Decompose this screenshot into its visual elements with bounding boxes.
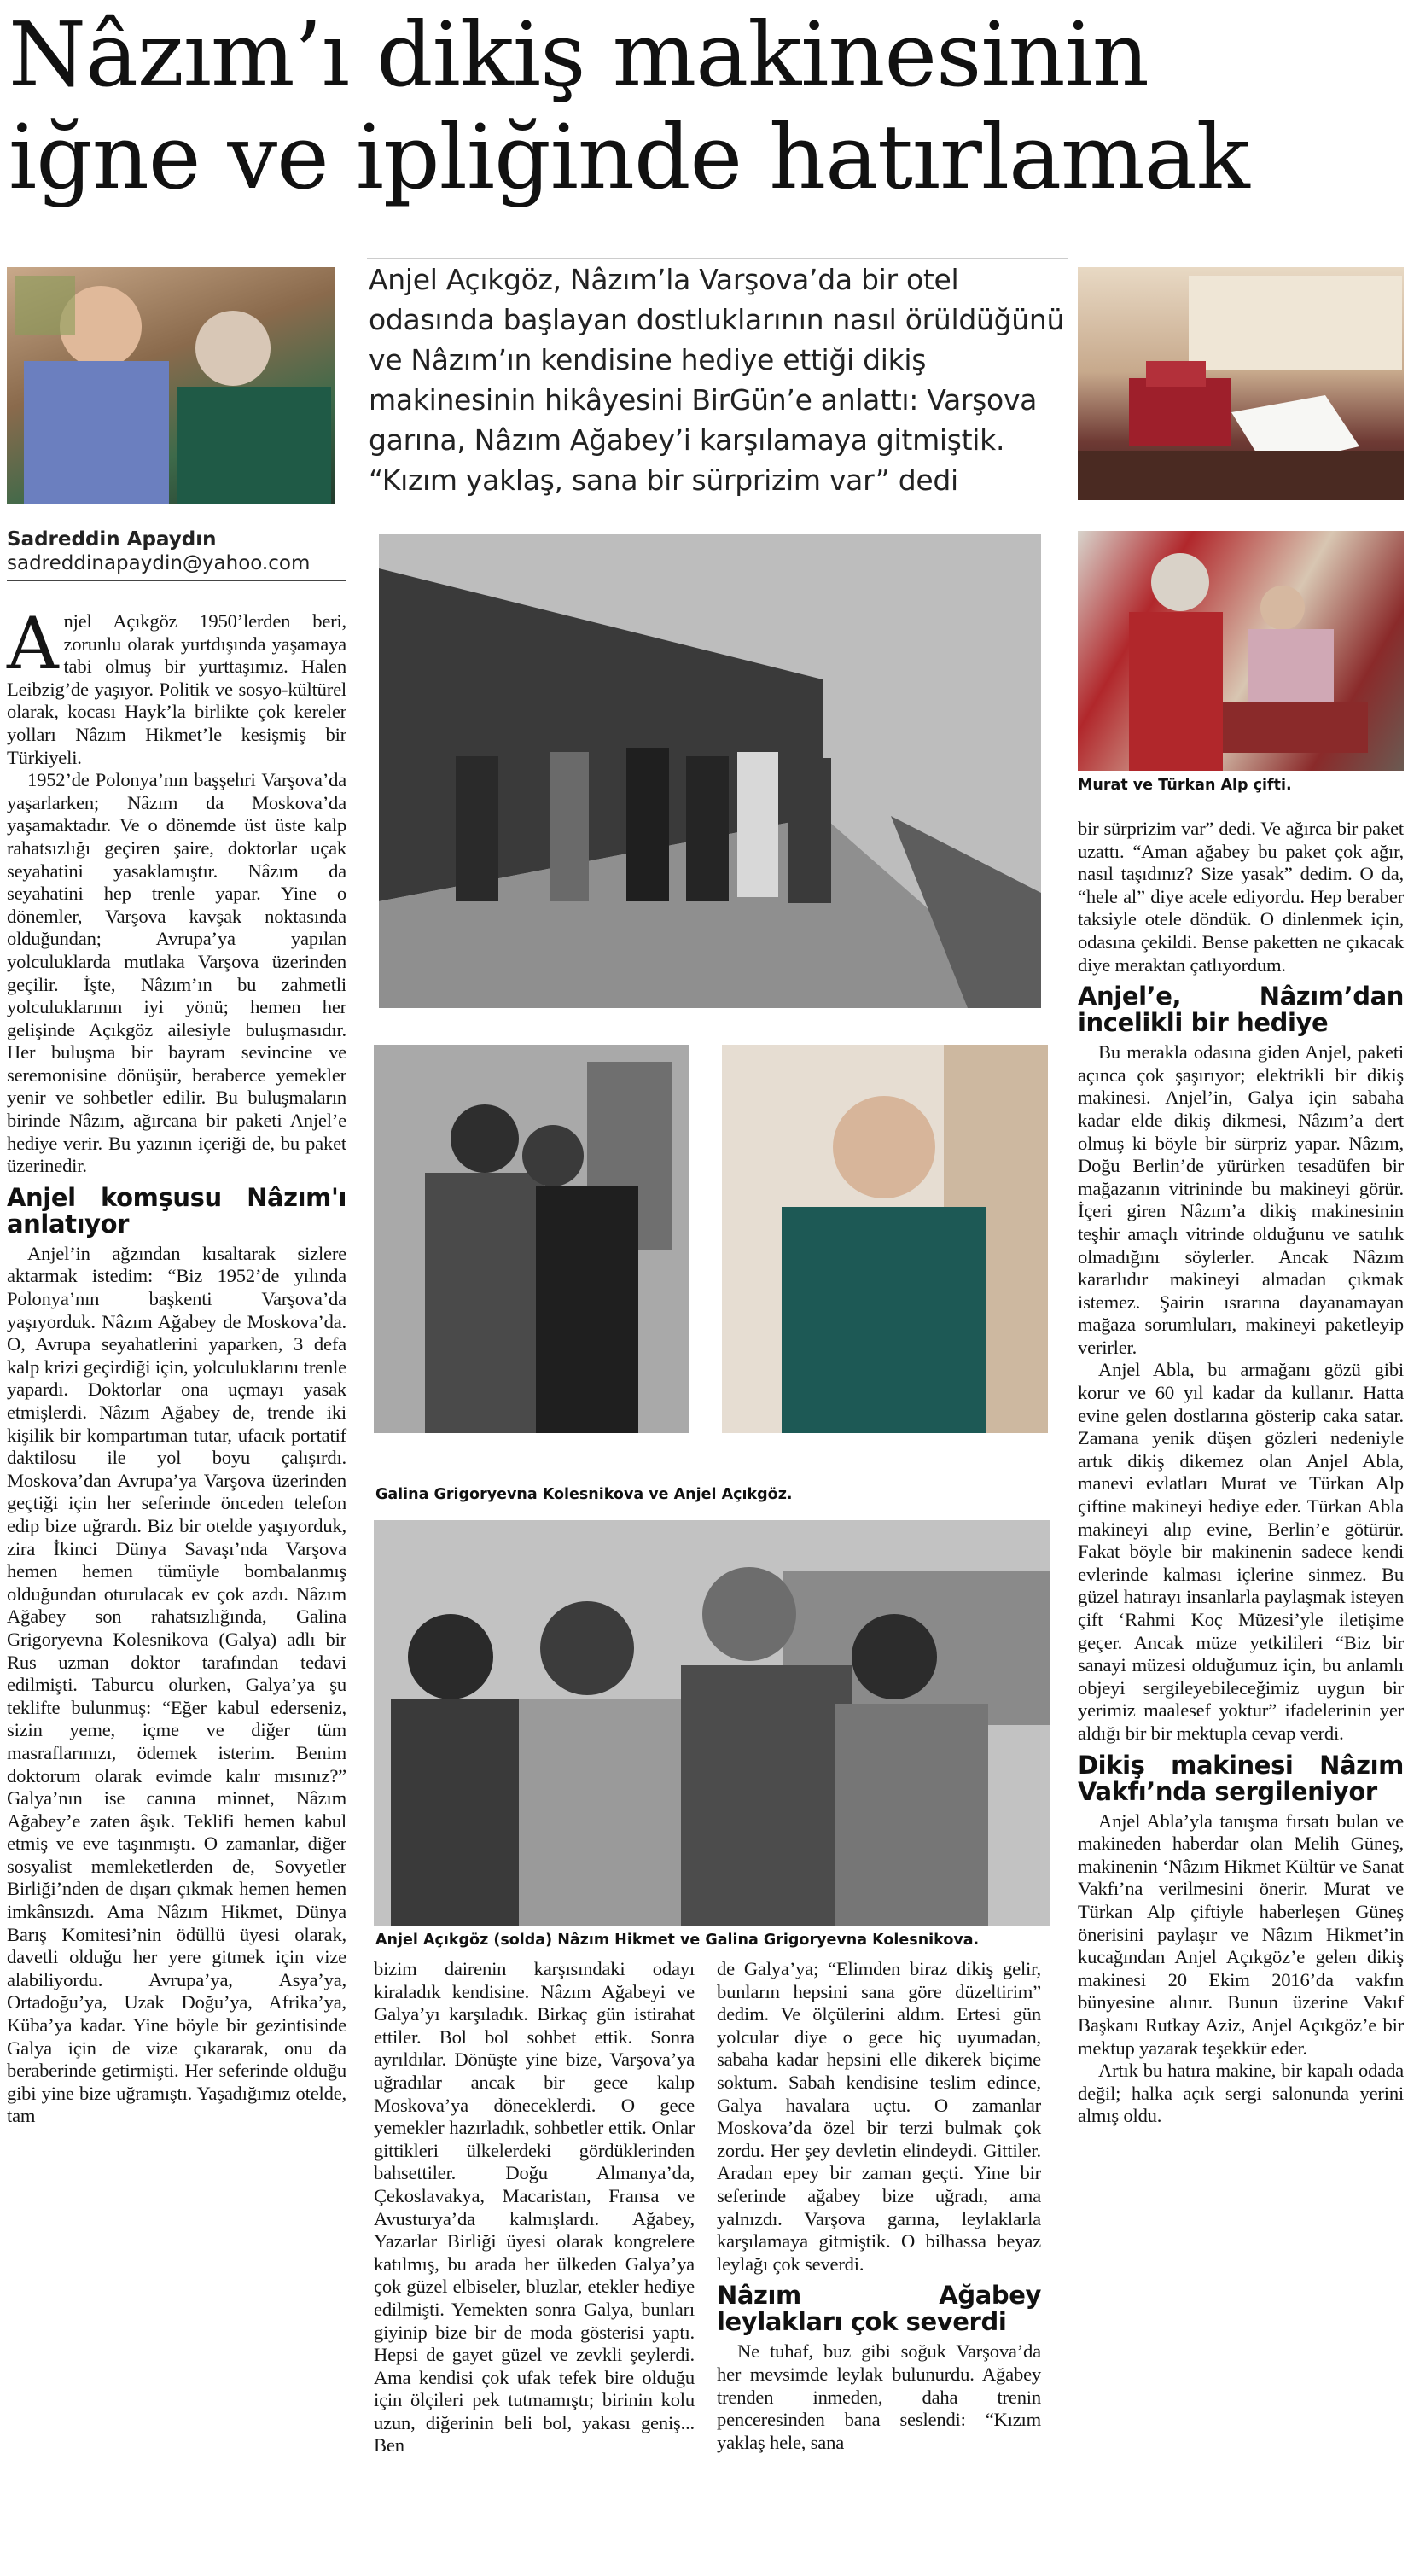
paragraph: Anjel’in ağzından kısaltarak sizlere aktarmak istedim: “Biz 1952’de yılında Polonya’nın başkenti Varşova’da yaşıyorduk. Nâzım Ağabey de Moskova’da. O, Avrupa seyahatlerini yaparken, 3 defa kalp krizi geçirdiği için, yolculuklarını trenle yapardı. Doktorlar ona uçmayı yasak etmişlerdi. Nâzım Ağabey de, trende iki kişilik bir kompartıman tutar, ufacık portatif daktilosu ile yol boyu çalışırdı. Moskova’dan Avrupa’ya Varşova üzerinden geçtiği için her seferinde önceden telefon edip bize uğrardı. Biz bir otelde yaşıyorduk, zira İkinci Dünya Savaşı’nda Varşova hemen hemen tümüyle bombalanmış olduğundan oturulacak ev çok azdı. Nâzım Ağabey son rahatsızlığında, Galina Grigoryevna Kolesnikova (Galya) adlı bir Rus uzman doktor tarafından tedavi edilmişti. Taburcu olurken, Galya’ya şu teklifte bulunmuş: “Eğer kabul ederseniz, sizin yeme, içme ve diğer tüm masraflarınızı, ödemek isterim. Benim doktorum olarak evimde kalır mısınız?” Galya’nın ise canına minnet, Nâzım Ağabey’e zaten âşık. Teklifi hemen kabul etmiş ve eve taşınmıştı. O zamanlar, diğer sosyalist memleketlerden de, Sovyetler Birliği’nden de dışarı çıkmak hemen hemen imkânsızdı. Ama Nâzım Hikmet, Dünya Barış Komitesi’nin ödüllü üyesi olarak, davetli olduğu her yere gitmek için vize alabiliyordu. Avrupa’ya, Asya’ya, Ortadoğu’ya, Uzak Doğu’ya, Afrika’ya, Küba’ya kadar. Yine böyle bir gezintisinde Galya için de vize çıkararak, onu da beraberinde getirmişti. Her seferinde olduğu gibi yine bize uğramıştı. Yaşadığımız otelde, tam (7, 1242, 346, 2127)
photo-train-station (379, 534, 1041, 1008)
article-column-1 (7, 602, 346, 2128)
paragraph: 1952’de Polonya’nın başşehri Varşova’da yaşarlarken; Nâzım da Moskova’da yaşamaktadır. Ve o dönemde üst üste kalp rahatsızlığı geçiren şaire, doktorlar uçak seyahatini yasaklamıştır. Nâzım da seyahatini hep trenle yapar. Yine o dönemler, Varşova kavşak noktasında olduğundan; Avrupa’ya yapılan yolculuklarda mutlaka Varşova üzerinden geçilir. İşte, Nâzım’ın bu zahmetli yolculuklarının iyi yönü; hemen her gelişinde Açıkgöz ailesiyle buluşmasıdır. Her buluşma bir bayram sevincine ve seremonisine dönüşür, beraberce yemekler yenir ve sohbetler edilir. Bu buluşmaların birinde Nâzım, ağırcana bir paketi Anjel’e hediye verir. Bu yazının içeriği de, bu paket üzerinedir. (7, 769, 346, 1177)
author-name: Sadreddin Apaydın (7, 528, 217, 551)
drop-cap: A (7, 602, 59, 685)
caption-murat-turkan: Murat ve Türkan Alp çifti. (1078, 777, 1292, 794)
deck-separator (367, 258, 1068, 259)
author-email[interactable]: sadreddinapaydin@yahoo.com (7, 552, 311, 574)
photo-sewing-machine (1078, 267, 1404, 500)
subheading-leylaklar: Nâzım Ağabey leylakları çok severdi (717, 2281, 1041, 2337)
photo-galina-anjel-hug-art (374, 1045, 689, 1433)
caption-group: Anjel Açıkgöz (solda) Nâzım Hikmet ve Galina Grigoryevna Kolesnikova. (375, 1932, 980, 1949)
photo-train-station-art (379, 534, 1041, 1008)
deck-summary: Anjel Açıkgöz, Nâzım’la Varşova’da bir otel odasında başlayan dostluklarının nasıl örüldüğünü ve Nâzım’ın kendisine hediye ettiği dikiş makinesinin hikâyesini BirGün’e anlattı: Varşova garına, Nâzım Ağabey’i karşılamaya gitmiştik. “Kızım yaklaş, sana bir sürprizim var” dedi (369, 263, 1065, 497)
article-column-3 (717, 1958, 1041, 2454)
paragraph-intro: Anjel Açıkgöz 1950’lerden beri, zorunlu olarak yurtdışında yaşamaya tabi olmuş bir yurttaşımız. Halen Leibzig’de yaşıyor. Politik ve sosyo-kültürel olarak, kocası Hayk’la birlikte çok kereler yolları Nâzım Hikmet’le kesişmiş bir Türkiyeli. (7, 602, 346, 768)
subheading-anjel-komsusu: Anjel komşusu Nâzım'ı anlatıyor (7, 1182, 346, 1238)
paragraph: Anjel Abla’yla tanışma fırsatı bulan ve makineden haberdar olan Melih Güneş, makinenin ‘Nâzım Hikmet Kültür ve Sanat Vakfı’na verilmesini önerir. Murat ve Türkan Alp çiftiyle haberleşen Güneş önerisini paylaşır ve Nâzım Hikmet’in kucağından Anjel Açıkgöz’e gelen dikiş makinesi 20 Ekim 2016’da vakfın bünyesine alınır. Bunun üzerine Vakıf Başkanı Rutkay Aziz, Anjel Açıkgöz’e bir mektup yazarak teşekkür eder. (1078, 1810, 1404, 2059)
photo-murat-turkan-art (1078, 531, 1404, 771)
byline (7, 527, 348, 575)
paragraph: de Galya’ya; “Elimden biraz dikiş gelir, bunların hepsini sana göre düzeltirim” dedim. Ve ölçülerini aldım. Ertesi gün yolcular diye o gece hiç uyumadan, sabaha kadar hepsini elle dikerek biçime soktum. Sabah kendisine teslim edince, Galya havalara uçtu. O zamanlar Moskova’da özel bir terzi bulmak çok zordu. Her şey devletin elindeydi. Gittiler. Aradan epey bir zaman geçti. Yine bir seferinde ağabey bize uğradı, ama yalnızdı. Varşova garına, leylaklarla karşılamaya gitmiştik. O bilhassa beyaz leylağı çok severdi. (717, 1958, 1041, 2275)
paragraph: Anjel Abla, bu armağanı gözü gibi korur ve 60 yıl kadar da kullanır. Hatta evine gelen dostlarına gösterip caka satar. Zamana yenik düşen gözleri nedeniyle artık dikiş dikemez olan Anjel Abla, manevi evlatları Murat ve Türkan Alp çiftine makineyi hediye eder. Türkan Abla makineyi alıp evine, Berlin’e götürür. Fakat böyle bir makinenin sadece kendi evlerinde kalması içlerine sinmez. Bu güzel hatırayı insanlarla paylaşmak isteyen çift ‘Rahmi Koç Müzesi’yle iletişime geçer. Ancak müze yetkilileri “Biz bir sanayi müzesi olduğumuz için, bu anlamlı objeyi sergileyebileceğimiz uygun bir yerimiz maalesef yoktur” ifadelerinin yer aldığı bir bir mektupla cevap verdi. (1078, 1359, 1404, 1744)
subheading-vakif: Dikiş makinesi Nâzım Vakfı’nda sergileniyor (1078, 1750, 1404, 1806)
article-column-2 (374, 1958, 695, 2457)
paragraph: bir sürprizim var” dedi. Ve ağırca bir paket uzattı. “Aman ağabey bu paket çok ağır, nasıl taşıdınız? Size yasak” dedim. O da, “hele al” diye acele ediyordu. Hep beraber taksiyle otele döndük. O dinlenmek için, odasına çekildi. Bense paketten ne çıkacak diye meraktan çatlıyordum. (1078, 818, 1404, 976)
paragraph: Bu merakla odasına giden Anjel, paketi açınca çok şaşırıyor; elektrikli bir dikiş makinesi. Anjel’in, Galya için sabaha kadar elde dikiş dikmesi, Nâzım’a dert olmuş ki böyle bir sürpriz yapar. Nâzım, Doğu Berlin’de yürürken tesadüfen bir mağazanın vitrininde bu makineyi görür. İçeri giren Nâzım’a dikiş makinesinin teşhir amaçlı vitrinde olduğunu ve satılık olmadığını söylerler. Ancak Nâzım kararlıdır makineyi almadan çıkmak istemez. Şairin ısrarına dayanamayan mağaza sorumluları, makineyi paketleyip verirler. (1078, 1041, 1404, 1358)
headline-line-1: Nâzım’ı dikiş makinesinin (9, 3, 1149, 107)
photo-anjel-portrait (722, 1045, 1048, 1433)
caption-galina-anjel: Galina Grigoryevna Kolesnikova ve Anjel Açıkgöz. (375, 1486, 793, 1503)
subheading-hediye: Anjel’e, Nâzım’dan incelikli bir hediye (1078, 982, 1404, 1038)
photo-anjel-kiss (7, 267, 335, 504)
byline-rule (7, 580, 346, 581)
photo-group-nazim (374, 1520, 1050, 1926)
photo-group-nazim-art (374, 1520, 1050, 1926)
headline (9, 3, 1399, 208)
paragraph: bizim dairenin karşısındaki odayı kiraladık kendisine. Nâzım Ağabeyi ve Galya’yı karşıladık. Birkaç gün istirahat ettiler. Bol bol sohbet ettik. Sonra ayrıldılar. Dönüşte yine bize, Varşova’ya uğradılar ancak bir gece kalıp Moskova’ya döneceklerdi. O gece yemekler hazırladık, sohbetler ettik. Onlar gittikleri ülkelerdeki gördüklerinden bahsettiler. Doğu Almanya’da, Çekoslavakya, Macaristan, Fransa ve Avusturya’da kalmışlardı. Ağabey, Yazarlar Birliği üyesi olarak kongrelere katılmış, bu arada her ülkeden Galya’ya çok güzel elbiseler, bluzlar, etekler hediye edilmişti. Yemekten sonra Galya, bunları giyinip bize bir de moda gösterisi yaptı. Hepsi de gayet güzel ve zevkli şeylerdi. Ama kendisi çok ufak tefek bire olduğu için ölçileri pek tutmamıştı; birinin kolu uzun, diğerinin beli bol, yakası geniş... Ben (374, 1958, 695, 2457)
paragraph: Artık bu hatıra makine, bir kapalı odada değil; halka açık sergi salonunda yerini almış oldu. (1078, 2060, 1404, 2127)
paragraph: Ne tuhaf, buz gibi soğuk Varşova’da her mevsimde leylak bulunurdu. Ağabey trenden inmeden, daha trenin penceresinden bana seslendi: “Kızım yaklaş hele, sana (717, 2340, 1041, 2453)
headline-line-2: iğne ve ipliğinde hatırlamak (9, 105, 1249, 209)
photo-sewing-machine-art (1078, 267, 1404, 500)
article-column-4 (1078, 818, 1404, 2128)
photo-murat-turkan (1078, 531, 1404, 771)
photo-anjel-portrait-art (722, 1045, 1048, 1433)
photo-galina-anjel-hug (374, 1045, 689, 1433)
photo-anjel-kiss-art (7, 267, 335, 504)
